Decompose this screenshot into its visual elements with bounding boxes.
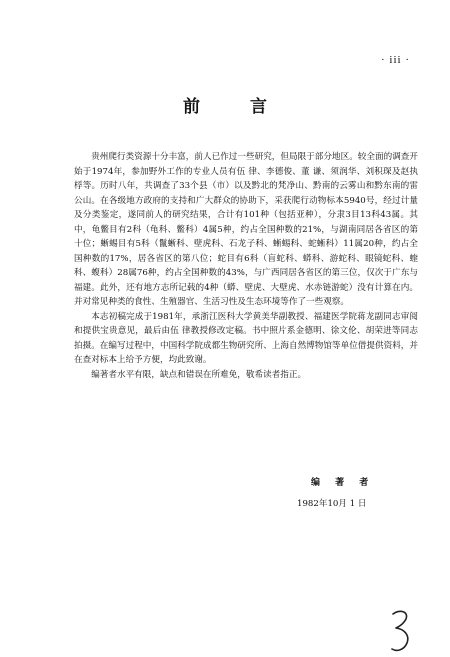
preface-date: 1982年10月 1 日 — [297, 499, 367, 509]
handwritten-number-mark — [389, 608, 413, 654]
paragraph-1: 贵州爬行类资源十分丰富，前人已作过一些研究，但局限于部分地区。较全面的调查开始于1974年，参加野外工作的专业人员有伍 律、李德俊、董 谦、须润华、刘积琛及赵执桴等。历时八年，共调查了33个县（市）以及黔北的梵净山、黔南的云雾山和黔东南的雷公山。在各级地方政府的支持和广大群众的协助下，采获爬行动物标本5940号，经过计量及分类鉴定，遂同前人的研究结果，合计有101种（包括亚种），分隶3目13科43属。其中，龟鳖目有2科（龟科、鳖科）4属5种，约占全国种数的21%，与湖南同居各省区的第十位；蜥蜴目有5科（鬣蜥科、壁虎科、石龙子科、蜥蜴科、蛇蜥科）11属20种，约占全国种数的17%，居各省区的第八位；蛇目有6科（盲蛇科、蟒科、游蛇科、眼镜蛇科、蝰科、蝮科）28属76种，约占全国种数的43%，与广西同居各省区的第三位，仅次于广东与福建。此外，还有地方志所记载的4种（蟒、壁虎、大壁虎、水赤链游蛇）没有计算在内。并对常见种类的食性、生殖器官、生活习性及生态环境等作了一些观察。 — [74, 152, 418, 307]
preface-body — [74, 150, 418, 382]
paragraph-2: 本志初稿完成于1981年，承浙江医科大学黄美华副教授、福建医学院蒋龙副同志审阅和提供宝贵意见，最后由伍 律教授修改定稿。书中照片系金德明、徐文伦、胡荣进等同志拍摄。在编写过程中，中国科学院成都生物研究所、上海自然博物馆等单位借提供资料，并在查对标本上给予方便，均此致谢。 — [74, 311, 418, 365]
page-title: 前 言 — [183, 97, 289, 117]
page-number: · iii · — [381, 54, 410, 66]
paragraph-3: 编著者水平有限，缺点和错误在所难免，敬希读者指正。 — [91, 369, 307, 380]
author-signature: 编 著 者 — [311, 478, 375, 488]
